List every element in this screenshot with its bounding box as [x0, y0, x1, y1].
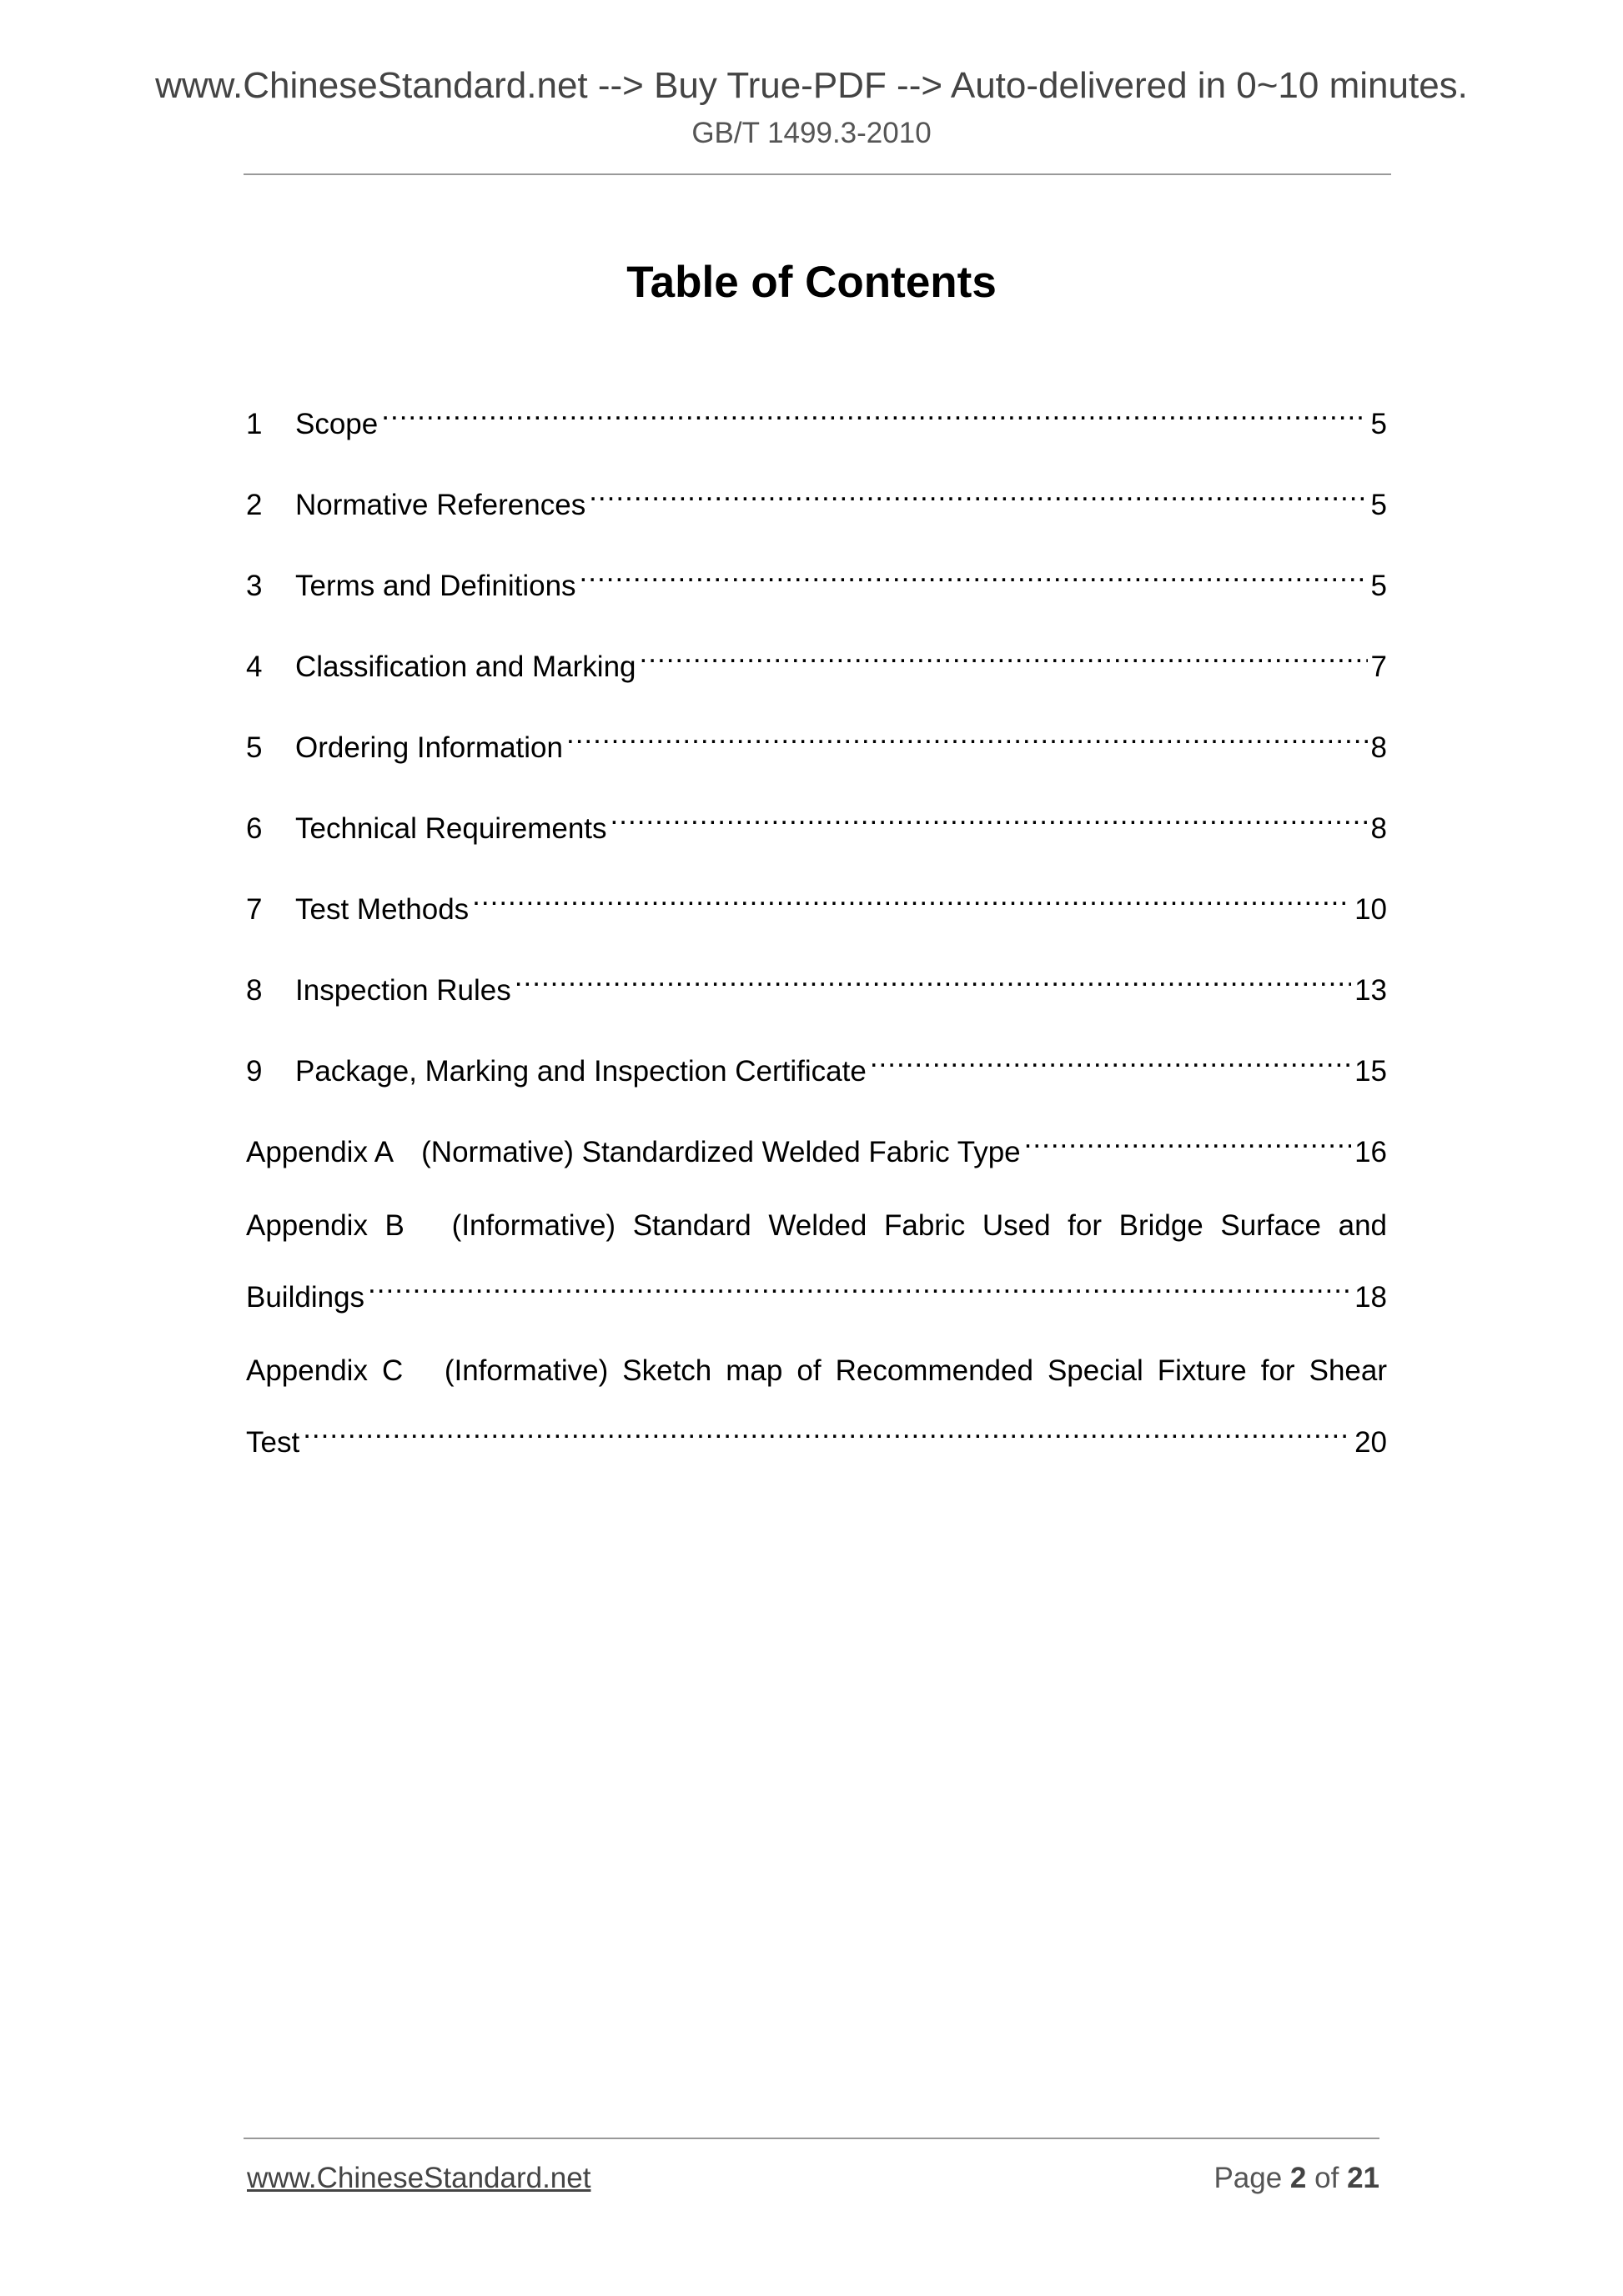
header-banner: www.ChineseStandard.net --> Buy True-PDF --> Auto-delivered in 0~10 minutes. [155, 65, 1468, 106]
toc-page: 8 [1370, 812, 1387, 845]
page-of: of [1314, 2162, 1339, 2194]
toc-entry-package[interactable] [246, 1048, 1387, 1088]
dot-leader [611, 805, 1368, 838]
toc-entry-technical-requirements[interactable] [246, 805, 1387, 846]
toc-page: 18 [1354, 1281, 1387, 1314]
dot-leader [580, 562, 1368, 595]
toc-label: Normative References [295, 489, 586, 521]
toc-page: 5 [1370, 570, 1387, 602]
toc-entry-terms[interactable] [246, 562, 1387, 603]
toc-number: 1 [246, 408, 263, 440]
dot-leader [589, 481, 1367, 515]
standard-number: GB/T 1499.3-2010 [691, 117, 932, 149]
toc-number: 8 [246, 974, 263, 1007]
footer-divider [244, 2138, 1379, 2139]
dot-leader [515, 967, 1351, 1000]
toc-label: Inspection Rules [295, 974, 511, 1007]
dot-leader [870, 1048, 1351, 1081]
toc-number: 7 [246, 893, 263, 926]
toc-label: Terms and Definitions [295, 570, 576, 602]
toc-entry-appendix-a[interactable] [246, 1128, 1387, 1169]
page-title: Table of Contents [626, 258, 997, 307]
dot-leader [472, 886, 1351, 919]
dot-leader [381, 400, 1367, 434]
dot-leader [640, 643, 1368, 676]
toc-label: Appendix A (Normative) Standardized Welded Fabric Type [246, 1136, 1021, 1168]
toc-entry-normative-references[interactable] [246, 481, 1387, 522]
toc-label: Classification and Marking [295, 651, 636, 683]
toc-entry-classification[interactable] [246, 643, 1387, 684]
dot-leader [303, 1419, 1351, 1452]
toc-number: 3 [246, 570, 263, 602]
toc-entry-ordering[interactable] [246, 724, 1387, 765]
toc-number: 9 [246, 1055, 263, 1088]
toc-number: 5 [246, 731, 263, 764]
page-indicator [1213, 2162, 1379, 2195]
toc-entry-test-methods[interactable] [246, 886, 1387, 927]
toc-entry-scope[interactable] [246, 400, 1387, 441]
toc-page: 15 [1354, 1055, 1387, 1088]
toc-label-line2: Buildings [246, 1281, 365, 1314]
toc-label-line2: Test [246, 1426, 300, 1459]
toc-page: 13 [1354, 974, 1387, 1007]
toc-number: 4 [246, 651, 263, 683]
toc-page: 7 [1370, 651, 1387, 683]
toc-number: 2 [246, 489, 263, 521]
toc-entry-appendix-b[interactable] [246, 1209, 1387, 1314]
dot-leader [368, 1274, 1351, 1307]
toc-label: Test Methods [295, 893, 470, 926]
toc-page: 16 [1354, 1136, 1387, 1168]
toc-label-line1: Appendix B (Informative) Standard Welded Fabric Used for Bridge Surface and [246, 1209, 1387, 1242]
page-total: 21 [1347, 2162, 1379, 2194]
footer-website-link[interactable]: www.ChineseStandard.net [247, 2162, 591, 2194]
toc-label: Ordering Information [295, 731, 563, 764]
toc-page: 10 [1354, 893, 1387, 926]
toc-label-line1: Appendix C (Informative) Sketch map of Recommended Special Fixture for Shear [246, 1354, 1387, 1387]
toc-label: Scope [295, 408, 379, 440]
page-prefix: Page [1213, 2162, 1283, 2194]
dot-leader [1024, 1128, 1351, 1162]
toc-page: 5 [1370, 489, 1387, 521]
toc-entry-inspection-rules[interactable] [246, 967, 1387, 1007]
header-divider [244, 173, 1391, 175]
page-current: 2 [1289, 2162, 1307, 2194]
toc-entry-appendix-c[interactable] [246, 1354, 1387, 1459]
toc-page: 5 [1370, 408, 1387, 440]
dot-leader [566, 724, 1368, 757]
toc-label: Technical Requirements [295, 812, 607, 845]
toc-label: Package, Marking and Inspection Certificate [295, 1055, 867, 1088]
toc-page: 8 [1370, 731, 1387, 764]
toc-page: 20 [1354, 1426, 1387, 1459]
toc-number: 6 [246, 812, 263, 845]
